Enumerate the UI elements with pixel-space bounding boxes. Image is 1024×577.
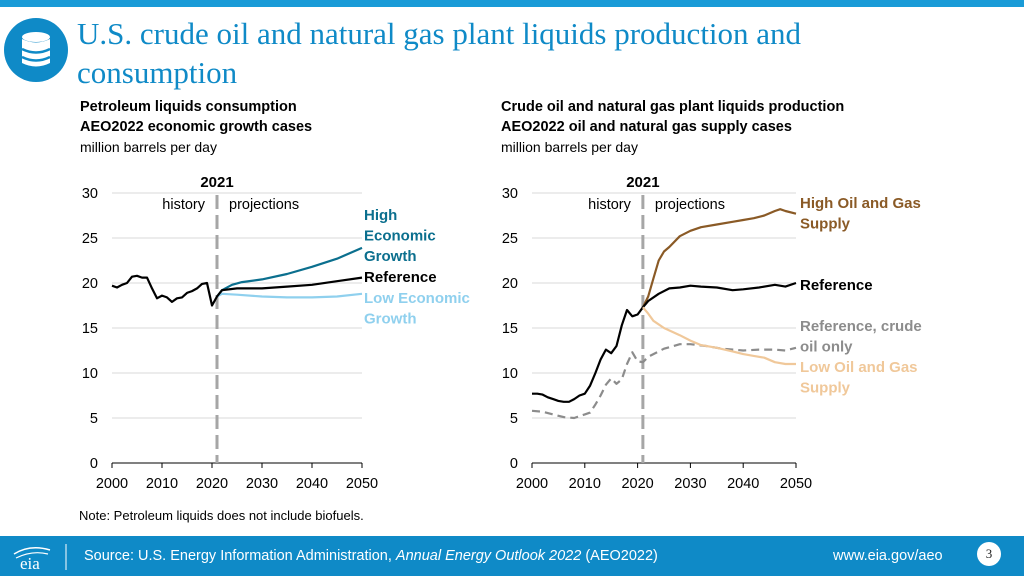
footnote: Note: Petroleum liquids does not include biofuels. — [79, 508, 364, 523]
c1-series-reference — [112, 276, 362, 306]
chart1-title: Petroleum liquids consumption — [80, 99, 297, 115]
source-citation: Source: U.S. Energy Information Administration, Annual Energy Outlook 2022 (AEO2022) — [84, 548, 658, 564]
c2-y-tick-label: 20 — [501, 276, 518, 292]
c2-x-tick-label: 2050 — [779, 476, 813, 492]
legend-low-supply: Low Oil and Gas Supply — [800, 359, 918, 397]
c2-x-tick-label: 2020 — [621, 476, 654, 492]
production-chart — [502, 174, 812, 492]
chart2-title: Crude oil and natural gas plant liquids production — [501, 99, 845, 115]
c1-y-tick-label: 25 — [81, 231, 98, 247]
chart1-subtitle: AEO2022 economic growth cases — [80, 119, 313, 135]
c2-y-tick-label: 30 — [501, 186, 518, 202]
c2-y-tick-label: 5 — [509, 411, 518, 427]
c1-x-tick-label: 2030 — [245, 476, 279, 492]
chart1-header — [80, 97, 312, 157]
legend-reference-2: Reference — [800, 277, 873, 294]
eia-logo-text: eia — [20, 554, 40, 572]
legend-crude-only: Reference, crude oil only — [800, 318, 922, 356]
c2-series-reference — [532, 283, 796, 402]
eia-logo[interactable] — [10, 542, 68, 572]
legend-high-growth: High Economic Growth — [364, 207, 436, 265]
consumption-chart — [82, 174, 378, 492]
c2-x-tick-label: 2030 — [674, 476, 707, 492]
c2-x-tick-label: 2000 — [515, 476, 549, 492]
c2-projections-label: projections — [654, 197, 726, 213]
page-title: U.S. crude oil and natural gas plant liquids production and consumption — [77, 16, 802, 90]
legend-high-supply: High Oil and Gas Supply — [800, 195, 921, 233]
legend-reference-1: Reference — [364, 269, 437, 286]
c1-y-tick-label: 0 — [89, 456, 98, 472]
c2-x-tick-label: 2010 — [568, 476, 601, 492]
c1-y-tick-label: 10 — [81, 366, 98, 382]
oil-barrel-icon — [4, 18, 68, 82]
c2-series-high-oil-and-gas-supply — [643, 209, 796, 307]
c1-x-tick-label: 2040 — [295, 476, 329, 492]
eia-website-link[interactable]: www.eia.gov/aeo — [833, 548, 943, 564]
chart2-subtitle: AEO2022 oil and natural gas supply cases — [501, 119, 792, 135]
c1-series-low-economic-growth — [217, 294, 362, 298]
c2-history-label: history — [588, 197, 631, 213]
page-number: 3 — [977, 542, 1001, 566]
c2-series-low-oil-and-gas-supply — [643, 307, 796, 364]
c2-y-tick-label: 10 — [501, 366, 518, 382]
c2-x-tick-label: 2040 — [727, 476, 760, 492]
c1-x-tick-label: 2020 — [195, 476, 229, 492]
charts-area — [0, 160, 1024, 505]
top-accent-bar — [0, 0, 1024, 7]
c1-y-tick-label: 15 — [81, 321, 98, 337]
c1-divider-year: 2021 — [200, 174, 234, 191]
c1-x-tick-label: 2010 — [145, 476, 179, 492]
c1-history-label: history — [162, 197, 205, 213]
legend-low-growth: Low Economic Growth — [364, 290, 470, 328]
chart2-header — [501, 97, 844, 157]
c1-x-tick-label: 2050 — [345, 476, 379, 492]
c2-divider-year: 2021 — [626, 174, 660, 191]
c1-x-tick-label: 2000 — [95, 476, 129, 492]
footer-bar — [0, 536, 1024, 576]
c1-y-tick-label: 20 — [81, 276, 98, 292]
c1-y-tick-label: 5 — [89, 411, 98, 427]
chart2-unit: million barrels per day — [501, 139, 638, 155]
c1-y-tick-label: 30 — [81, 186, 98, 202]
c2-y-tick-label: 25 — [501, 231, 518, 247]
c1-projections-label: projections — [229, 197, 300, 213]
c2-y-tick-label: 15 — [501, 321, 518, 337]
c2-y-tick-label: 0 — [509, 456, 518, 472]
chart1-unit: million barrels per day — [80, 139, 217, 155]
